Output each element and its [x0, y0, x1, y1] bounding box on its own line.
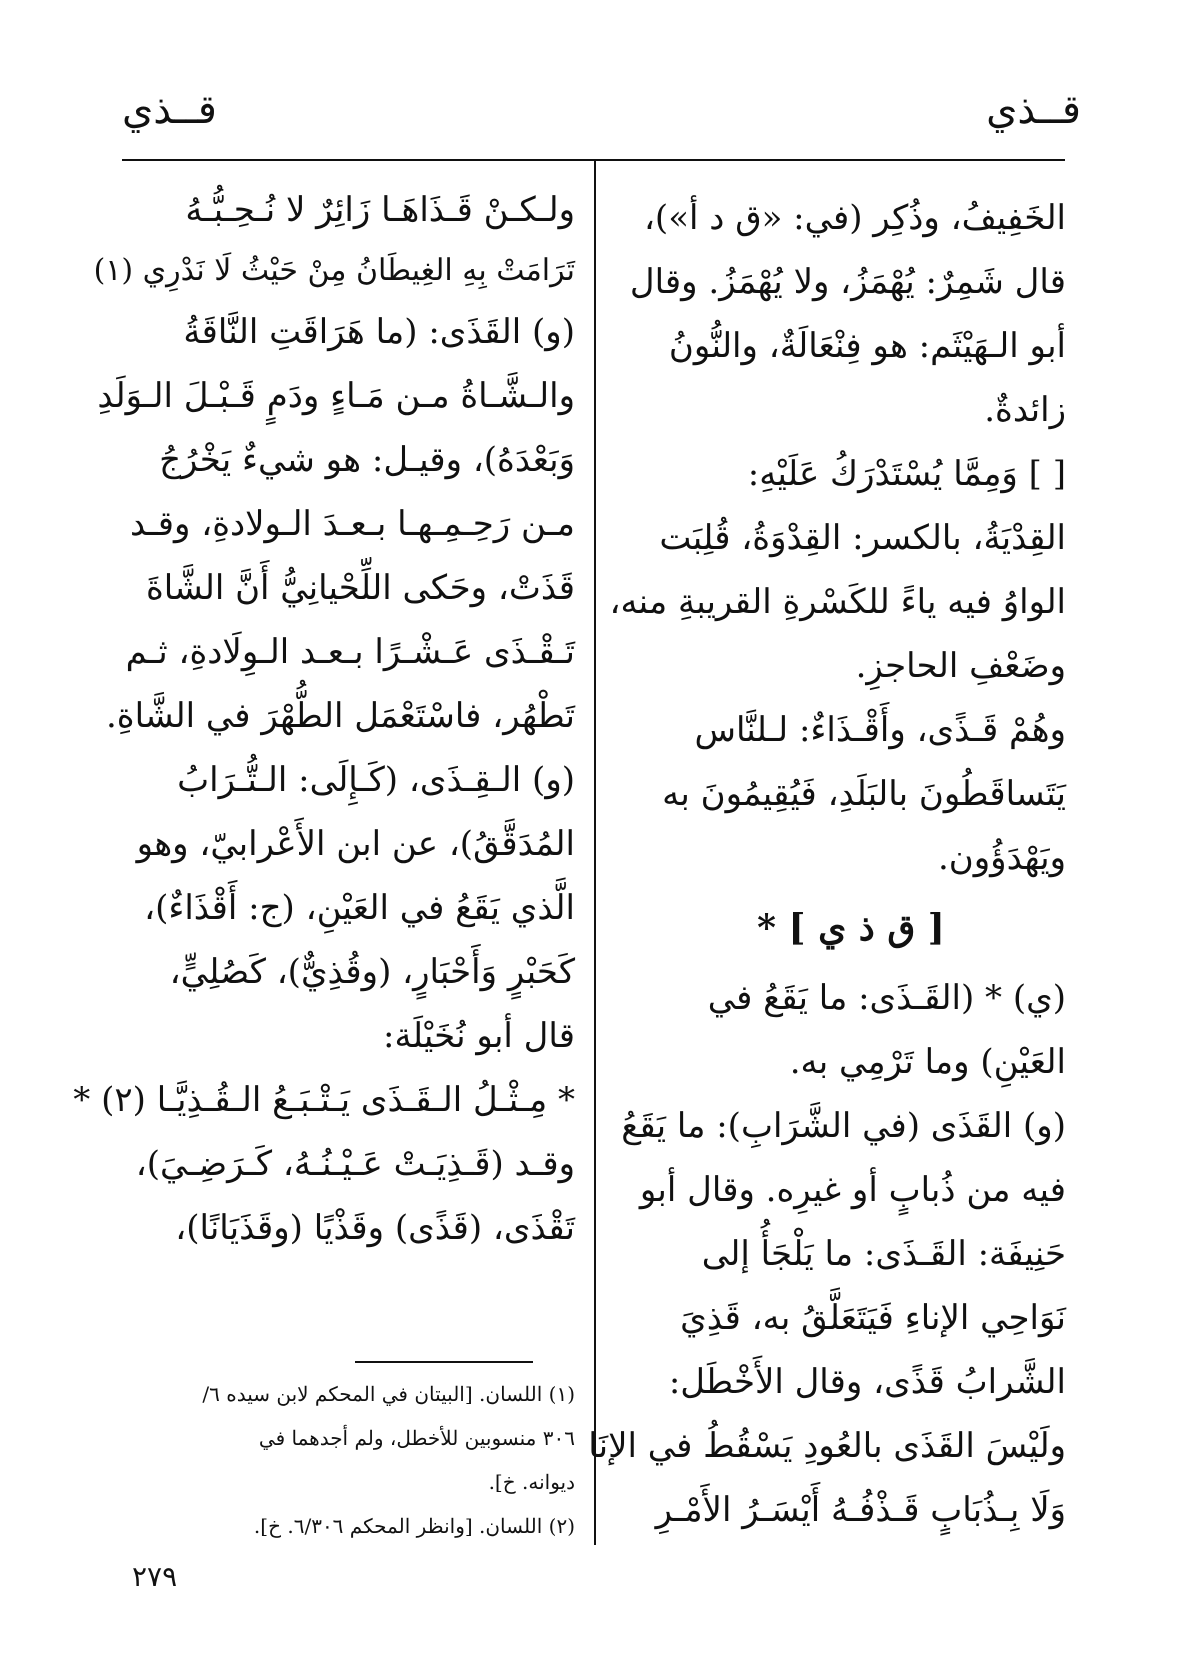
text-line: وهُمْ قَـذًى، وأَقْـذَاءٌ: لـلنَّاس [694, 710, 1066, 750]
text-line: (و) القَذَى (في الشَّرَابِ): ما يَقَعُ [621, 1106, 1066, 1146]
verse-line: ولـكـنْ قَـذَاهَـا زَائِرٌ لا نُـحِـبُّـهُ [185, 190, 575, 230]
page-number: ٢٧٩ [132, 1560, 178, 1593]
text-line: [ ] وَمِمَّا يُسْتَدْرَكُ عَلَيْهِ: [747, 454, 1066, 494]
text-line: تَقْذَى، (قَذًى) وقَذْيًا (وقَذَيَانًا)، [175, 1208, 575, 1248]
text-line: (و) القَذَى: (ما هَرَاقَتِ النَّاقَةُ [183, 312, 575, 352]
verse-line: تَرَامَتْ بِهِ الغِيطَانُ مِنْ حَيْثُ لَا نَدْرِي (١) [93, 253, 575, 288]
verse-line: وَلَا بِـذُبَابٍ قَـذْفُـهُ أَيْسَـرُ الأَمْـرِ [655, 1490, 1066, 1530]
text-line: العَيْنِ) وما تَرْمِي به. [789, 1042, 1066, 1082]
text-line: يَتَساقَطُونَ بالبَلَدِ، فَيُقِيمُونَ به [662, 774, 1066, 814]
entry-heading: [ ق ذ ي ] * [757, 907, 945, 949]
text-line: الواوُ فيه ياءً للكَسْرةِ القريبةِ منه، [609, 582, 1066, 622]
text-line: وَبَعْدَهُ)، وقيـل: هو شيءٌ يَخْرُجُ [159, 440, 575, 480]
footnote-rule [355, 1361, 533, 1363]
column-divider [594, 159, 596, 1545]
text-line: القِدْيَةُ، بالكسر: القِدْوَةُ، قُلِبَت [659, 518, 1066, 558]
verse-line: ولَيْسَ القَذَى بالعُودِ يَسْقُطُ في الإنَا [588, 1426, 1066, 1466]
text-line: (و) الـقِـذَى، (كَـإِلَى: الـتُّـرَابُ [177, 760, 575, 800]
text-line: والـشَّـاةُ مـن مَـاءٍ ودَمٍ قَـبْـلَ الـوَلَدِ [97, 376, 575, 416]
text-line: مـن رَحِـمِـهـا بـعـدَ الـولادةِ، وقـد [129, 504, 575, 544]
text-line: وضَعْفِ الحاجزِ. [855, 646, 1066, 686]
text-line: الخَفِيفُ، وذُكِر (في: «ق د أ»)، [643, 198, 1066, 238]
text-line: المُدَقَّقُ)، عن ابن الأَعْرابيّ، وهو [136, 824, 575, 864]
text-line: الَّذي يَقَعُ في العَيْنِ، (ج: أَقْذَاءٌ)، [144, 888, 575, 928]
footnote-line: (١) اللسان. [البيتان في المحكم لابن سيده ٦/ [202, 1382, 575, 1406]
text-line: نَوَاحِي الإناءِ فَيَتَعَلَّقُ به، قَذِيَ [680, 1298, 1066, 1338]
text-line: (ي) * (القَـذَى: ما يَقَعُ في [707, 978, 1066, 1018]
verse-line: * مِـثْـلُ الـقَـذَى يَـتْـبَـعُ الـقُـذِيَّـا (٢) * [73, 1080, 575, 1120]
text-line: تَطْهُر، فاسْتَعْمَل الطُّهْرَ في الشَّاةِ. [106, 696, 575, 736]
text-line: قال أبو نُخَيْلَة: [382, 1016, 575, 1056]
text-line: قال شَمِرٌ: يُهْمَزُ، ولا يُهْمَزُ. وقال [629, 262, 1066, 302]
text-line: الشَّرابُ قَذًى، وقال الأَخْطَل: [668, 1362, 1066, 1402]
footnotes [129, 1372, 575, 1548]
running-header-right: قــذي [986, 87, 1081, 133]
text-line: تَـقْـذَى عَـشْـرًا بـعـد الـوِلَادةِ، ثـم [125, 632, 575, 672]
text-line: فيه من ذُبابٍ أو غيرِه. وقال أبو [639, 1170, 1066, 1210]
text-line: وقـد (قَـذِيَـتْ عَـيْـنُـهُ، كَـرَضِـيَ)، [135, 1144, 575, 1184]
text-line: قَذَتْ، وحَكى اللِّحْيانِيُّ أَنَّ الشَّاةَ [145, 568, 575, 608]
text-line: أبو الـهَيْثَم: هو فِنْعَالَةٌ، والنُّونُ [668, 326, 1066, 366]
running-header-left: قــذي [122, 87, 217, 133]
left-column [73, 178, 575, 1260]
text-line: كَحَبْرٍ وَأَحْبَارٍ، (وقُذِيٌّ)، كَصُلِيٍّ، [169, 952, 575, 992]
right-column [588, 186, 1066, 1542]
text-line: ويَهْدَؤُون. [937, 838, 1066, 878]
footnote-line: ٣٠٦ منسوبين للأخطل، ولم أجدهما في [258, 1426, 575, 1450]
text-line: زائدةٌ. [984, 390, 1066, 430]
footnote-line: (٢) اللسان. [وانظر المحكم ٦/٣٠٦. خ]. [253, 1514, 575, 1538]
text-line: حَنِيفَة: القَـذَى: ما يَلْجَأُ إلى [701, 1234, 1066, 1274]
footnote-line: ديوانه. خ]. [488, 1470, 575, 1494]
